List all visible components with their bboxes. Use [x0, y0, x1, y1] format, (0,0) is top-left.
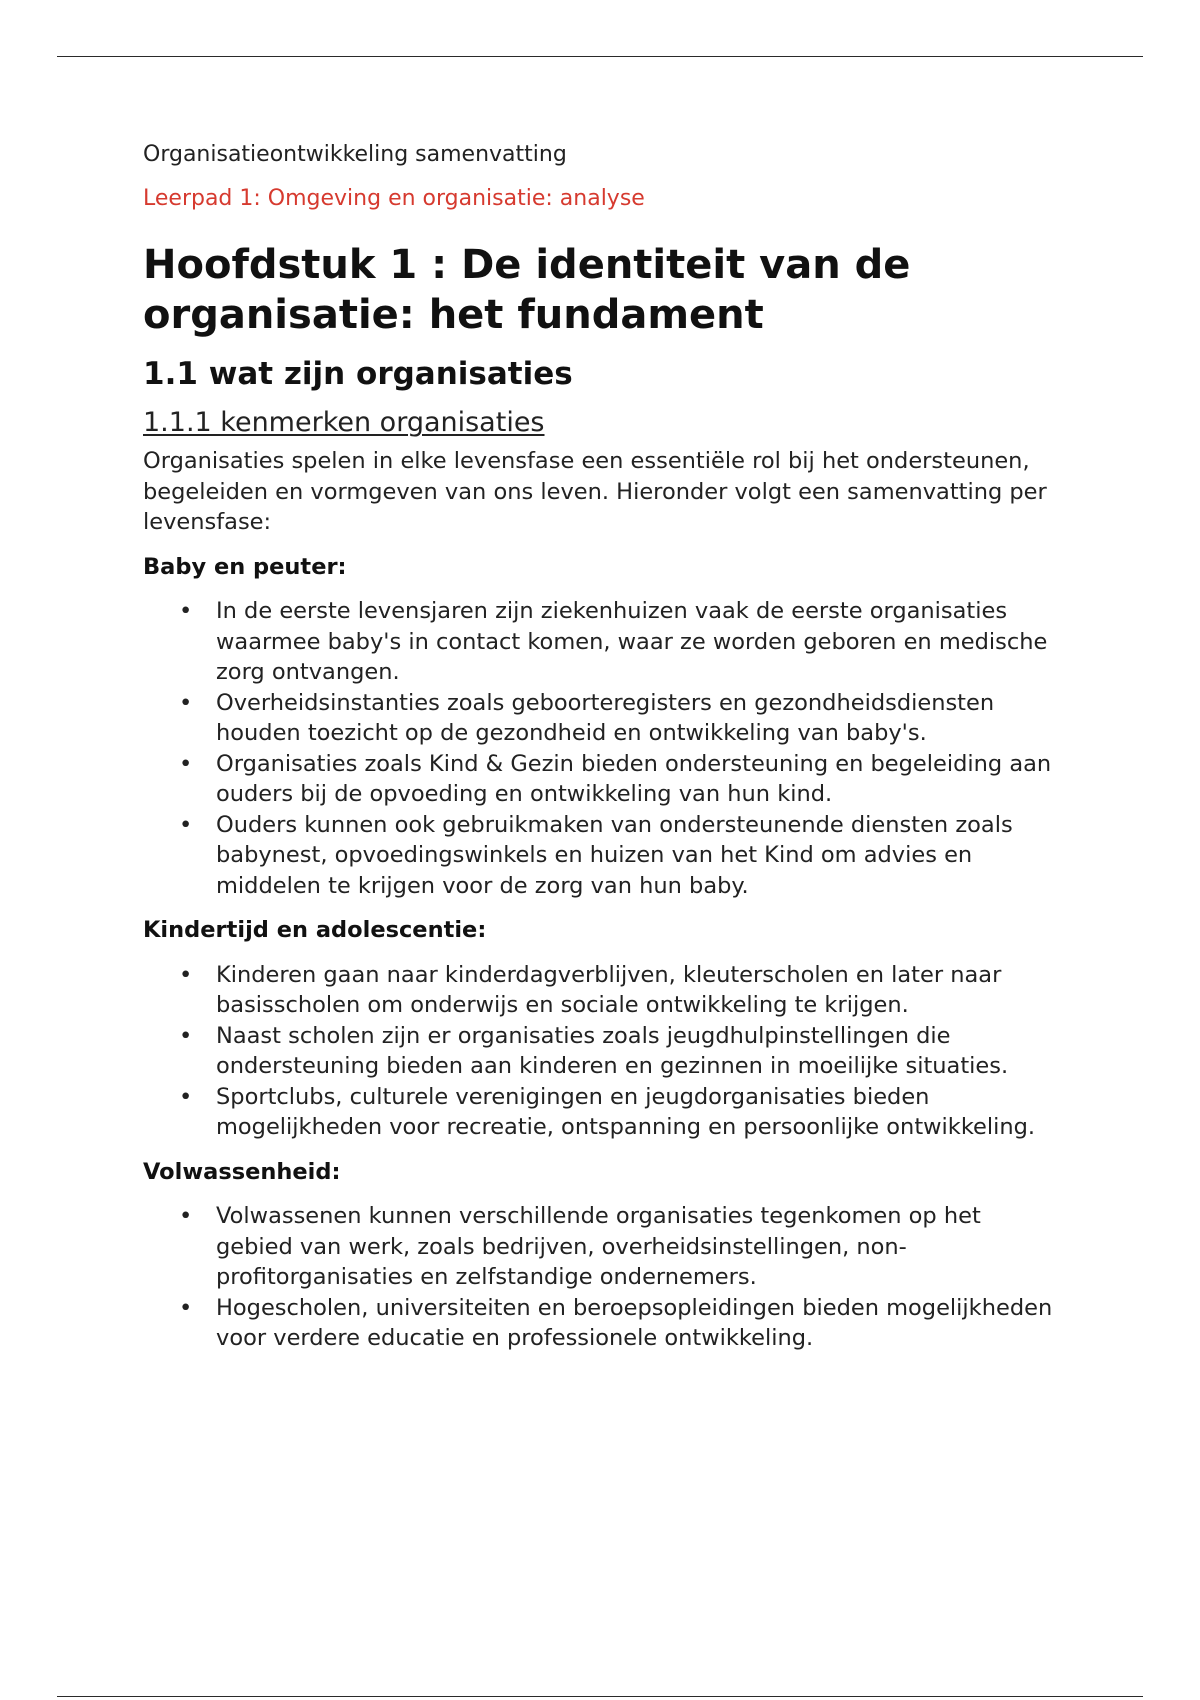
subsection-heading: 1.1.1 kenmerken organisaties: [143, 407, 545, 438]
section-heading: 1.1 wat zijn organisaties: [143, 356, 573, 392]
list-item: [143, 960, 1063, 1021]
bullet-icon: •: [179, 689, 193, 716]
list-item: [143, 596, 1063, 688]
list-item-text: Hogescholen, universiteiten en beroepsopleidingen bieden mogelijkheden voor verdere educatie en professionele ontwikkeling.: [216, 1294, 1053, 1351]
list-item-text: Organisaties zoals Kind & Gezin bieden ondersteuning en begeleiding aan ouders bij de opvoeding en ontwikkeling van hun kind.: [216, 750, 1052, 807]
list-item: [143, 1021, 1063, 1082]
document-title: Organisatieontwikkeling samenvatting: [143, 142, 567, 167]
list-item-text: Volwassenen kunnen verschillende organisaties tegenkomen op het gebied van werk, zoals bedrijven, overheidsinstellingen, non-profitorganisaties en zelfstandige ondernemers.: [216, 1203, 981, 1290]
section-label-volwassenheid: Volwassenheid:: [143, 1158, 341, 1185]
bullet-icon: •: [179, 1022, 193, 1049]
list-item-text: Ouders kunnen ook gebruikmaken van ondersteunende diensten zoals babynest, opvoedingswinkels en huizen van het Kind om advies en middelen te krijgen voor de zorg van hun baby.: [216, 811, 1013, 899]
bullet-icon: •: [179, 1294, 193, 1321]
list-item: [143, 688, 1063, 749]
bullet-list-baby-peuter: [143, 596, 1063, 901]
list-item: [143, 1082, 1063, 1143]
list-item-text: Kinderen gaan naar kinderdagverblijven, kleuterscholen en later naar basisscholen om onderwijs en sociale ontwikkeling te krijgen.: [216, 961, 1002, 1018]
bullet-list-kindertijd: [143, 960, 1063, 1143]
bullet-icon: •: [179, 1083, 193, 1110]
bullet-icon: •: [179, 811, 193, 838]
list-item: [143, 1201, 1063, 1293]
document-page: [143, 140, 1063, 1368]
list-item-text: Naast scholen zijn er organisaties zoals jeugdhulpinstellingen die ondersteuning bieden aan kinderen en gezinnen in moeilijke situaties.: [216, 1022, 1009, 1079]
intro-paragraph: Organisaties spelen in elke levensfase een essentiële rol bij het ondersteunen, begeleiden en vormgeven van ons leven. Hieronder volgt een samenvatting per levensfase:: [143, 448, 1047, 535]
list-item-text: Overheidsinstanties zoals geboorteregisters en gezondheidsdiensten houden toezicht op de gezondheid en ontwikkeling van baby's.: [216, 689, 995, 746]
section-label-baby-peuter: Baby en peuter:: [143, 553, 347, 580]
chapter-heading: Hoofdstuk 1 : De identiteit van de organisatie: het fundament: [143, 242, 911, 338]
list-item-text: Sportclubs, culturele verenigingen en jeugdorganisaties bieden mogelijkheden voor recreatie, ontspanning en persoonlijke ontwikkeling.: [216, 1083, 1036, 1140]
top-rule: [57, 56, 1143, 57]
leerpad-heading: Leerpad 1: Omgeving en organisatie: analyse: [143, 186, 645, 211]
list-item: [143, 810, 1063, 902]
bullet-icon: •: [179, 598, 193, 624]
section-label-kindertijd: Kindertijd en adolescentie:: [143, 917, 487, 943]
list-item: [143, 1293, 1063, 1354]
bullet-icon: •: [179, 1203, 193, 1229]
bullet-icon: •: [179, 750, 193, 777]
list-item: [143, 749, 1063, 810]
bottom-rule: [57, 1696, 1143, 1697]
list-item-text: In de eerste levensjaren zijn ziekenhuizen vaak de eerste organisaties waarmee baby's in contact komen, waar ze worden geboren en medische zorg ontvangen.: [216, 598, 1048, 685]
bullet-icon: •: [179, 961, 193, 988]
bullet-list-volwassenheid: [143, 1201, 1063, 1354]
